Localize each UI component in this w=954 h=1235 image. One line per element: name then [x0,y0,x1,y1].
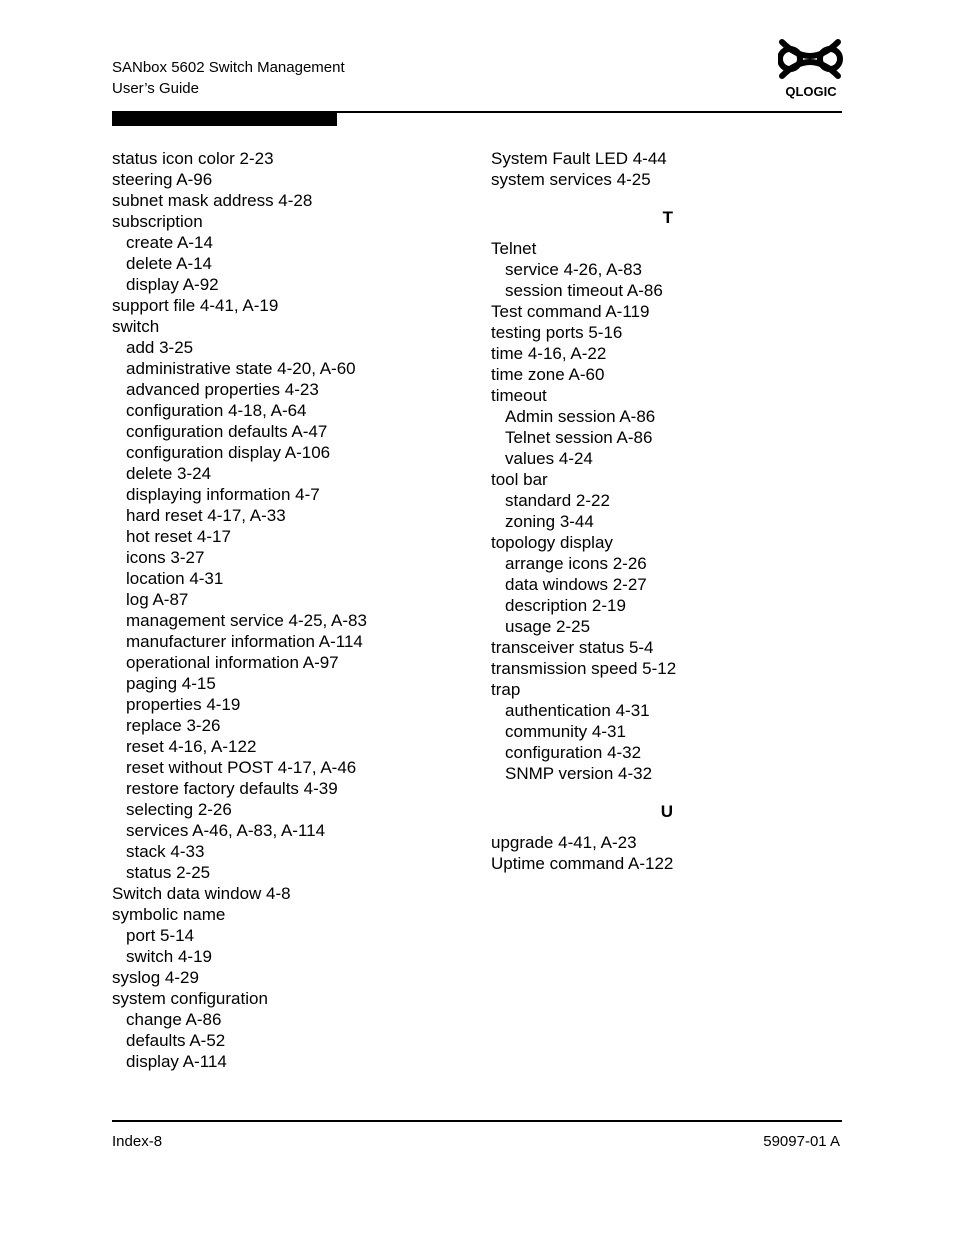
index-subentry: configuration 4-32 [505,743,642,762]
index-subentry: manufacturer information A-114 [126,632,363,651]
index-subentry: log A-87 [126,590,189,609]
index-subentry: Admin session A-86 [505,407,656,426]
index-entry: topology display [491,533,613,552]
index-subentry: advanced properties 4-23 [126,380,319,399]
index-subentry: switch 4-19 [126,947,212,966]
index-subentry: change A-86 [126,1010,222,1029]
index-subentry: standard 2-22 [505,491,610,510]
index-subentry: restore factory defaults 4-39 [126,779,338,798]
index-subentry: hard reset 4-17, A-33 [126,506,286,525]
index-subentry: hot reset 4-17 [126,527,231,546]
footer-page-number: Index-8 [112,1133,163,1150]
index-entry: Telnet [491,239,537,258]
index-subentry: selecting 2-26 [126,800,232,819]
index-subentry: replace 3-26 [126,716,221,735]
index-subentry: location 4-31 [126,569,224,588]
index-entry: steering A-96 [112,170,213,189]
index-subentry: zoning 3-44 [505,512,594,531]
index-column-left [112,148,482,1072]
index-subentry: create A-14 [126,233,213,252]
header-bar [112,111,337,126]
index-entry: timeout [491,386,547,405]
index-entry: Switch data window 4-8 [112,884,291,903]
index-entry: System Fault LED 4-44 [491,149,667,168]
index-entry: time 4-16, A-22 [491,344,607,363]
index-subentry: status 2-25 [126,863,211,882]
index-entry: Uptime command A-122 [491,854,674,873]
index-subentry: icons 3-27 [126,548,205,567]
index-subentry: add 3-25 [126,338,194,357]
index-subentry: operational information A-97 [126,653,339,672]
index-subentry: configuration display A-106 [126,443,331,462]
index-column-right [491,148,843,874]
index-entry: syslog 4-29 [112,968,199,987]
index-subentry: reset 4-16, A-122 [126,737,257,756]
index-section-letter: T [662,208,673,227]
footer-doc-number: 59097-01 A [763,1133,840,1150]
index-subentry: management service 4-25, A-83 [126,611,367,630]
index-subentry: authentication 4-31 [505,701,650,720]
index-subentry: arrange icons 2-26 [505,554,647,573]
index-subentry: port 5-14 [126,926,195,945]
index-entry: transmission speed 5-12 [491,659,677,678]
index-subentry: defaults A-52 [126,1031,226,1050]
index-entry: trap [491,680,521,699]
index-subentry: SNMP version 4-32 [505,764,653,783]
index-subentry: paging 4-15 [126,674,216,693]
qlogic-logo [778,38,844,100]
header-title: SANbox 5602 Switch Management [112,59,345,76]
index-subentry: configuration 4-18, A-64 [126,401,307,420]
index-entry: time zone A-60 [491,365,605,384]
index-entry: symbolic name [112,905,226,924]
index-entry: support file 4-41, A-19 [112,296,279,315]
index-entry: transceiver status 5-4 [491,638,654,657]
logo-text: QLOGIC [785,84,837,99]
index-entry: tool bar [491,470,548,489]
index-entry: switch [112,317,160,336]
footer-rule [112,1120,842,1122]
index-subentry: properties 4-19 [126,695,241,714]
index-subentry: services A-46, A-83, A-114 [126,821,326,840]
index-subentry: reset without POST 4-17, A-46 [126,758,357,777]
header-subtitle: User’s Guide [112,80,199,97]
index-entry: testing ports 5-16 [491,323,623,342]
index-entry: subscription [112,212,203,231]
index-section-letter: U [660,802,673,821]
index-subentry: data windows 2-27 [505,575,647,594]
index-subentry: service 4-26, A-83 [505,260,643,279]
index-entry: system configuration [112,989,268,1008]
index-subentry: stack 4-33 [126,842,205,861]
index-subentry: session timeout A-86 [505,281,663,300]
index-subentry: configuration defaults A-47 [126,422,328,441]
index-subentry: values 4-24 [505,449,593,468]
index-subentry: administrative state 4-20, A-60 [126,359,356,378]
index-subentry: delete 3-24 [126,464,212,483]
index-entry: system services 4-25 [491,170,651,189]
index-subentry: usage 2-25 [505,617,591,636]
index-subentry: displaying information 4-7 [126,485,320,504]
index-entry: Test command A-119 [491,302,650,321]
index-entry: status icon color 2-23 [112,149,274,168]
index-subentry: display A-92 [126,275,219,294]
index-subentry: description 2-19 [505,596,626,615]
index-subentry: delete A-14 [126,254,213,273]
index-subentry: community 4-31 [505,722,626,741]
index-subentry: display A-114 [126,1052,227,1071]
index-entry: upgrade 4-41, A-23 [491,833,637,852]
index-subentry: Telnet session A-86 [505,428,653,447]
index-entry: subnet mask address 4-28 [112,191,313,210]
